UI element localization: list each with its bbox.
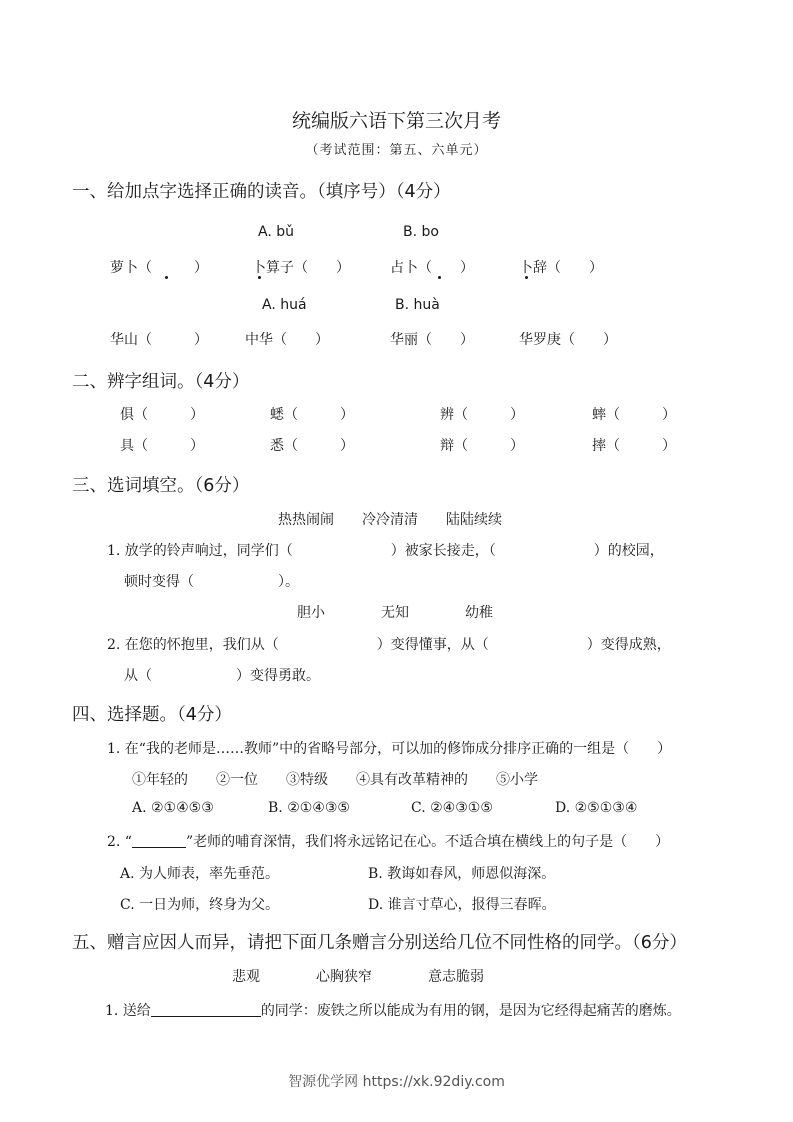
section3-heading: 三、选词填空。（6分） [72, 476, 250, 496]
answer-blank[interactable] [132, 833, 186, 848]
section3-word-bank-1: 热热闹闹 冷冷清清 陆陆续续 [278, 512, 502, 528]
section4-q2-option-a: A. 为人师表，率先垂范。 [120, 866, 280, 882]
section3-question-1-line2: 顿时变得（ ）。 [124, 574, 299, 590]
section1-item-luobo: 萝卜（ ） [110, 257, 208, 277]
section2-item: 辨（ ） [440, 407, 524, 423]
section1-item-zhonghua: 中华（ ） [245, 332, 329, 348]
section1-option-a2: A. huá [262, 297, 307, 313]
exam-title: 统编版六语下第三次月考 [291, 110, 501, 132]
section4-q2-option-d: D. 谁言寸草心，报得三春晖。 [368, 897, 556, 913]
section4-question-2: 2. “ ”老师的哺育深情，我们将永远铭记在心。不适合填在横线上的句子是（ ） [107, 834, 670, 850]
section5-word-bank: 悲观 心胸狭窄 意志脆弱 [232, 969, 484, 985]
section3-question-2-line1: 2. 在您的怀抱里，我们从（ ）变得懂事，从（ ）变得成熟， [107, 637, 671, 653]
page-footer: 智源优学网 https://xk.92diy.com [288, 1074, 505, 1090]
section4-q2-option-b: B. 教诲如春风，师恩似海深。 [368, 866, 556, 882]
emphasis-char: 卜 [252, 257, 266, 277]
section1-option-b1: B. bo [403, 224, 439, 240]
section4-q1-option-c: C. ②④③①⑤ [411, 800, 493, 816]
section2-item: 摔（ ） [592, 438, 676, 454]
answer-blank[interactable] [151, 1002, 261, 1017]
section4-q1-option-a: A. ②①④⑤③ [132, 800, 214, 816]
section5-question-1: 1. 送给 的同学：废铁之所以能成为有用的钢，是因为它经得起痛苦的磨炼。 [105, 1003, 681, 1019]
section1-item-bugu: 卜辞（ ） [519, 257, 603, 277]
section1-item-huashan: 华山（ ） [110, 332, 208, 348]
section3-word-bank-2: 胆小 无知 幼稚 [297, 605, 493, 621]
section2-item: 辩（ ） [440, 438, 524, 454]
section4-question-1: 1. 在“我的老师是……教师”中的省略号部分，可以加的修饰成分排序正确的一组是（ ） [107, 741, 672, 757]
section2-item: 具（ ） [120, 438, 204, 454]
section1-option-b2: B. huà [395, 297, 440, 313]
section2-item: 悉（ ） [270, 438, 354, 454]
section2-item: 蟋（ ） [270, 407, 354, 423]
section4-question-1-items: ①年轻的 ②一位 ③特级 ④具有改革精神的 ⑤小学 [132, 772, 538, 788]
section1-heading: 一、给加点字选择正确的读音。（填序号）（4分） [72, 182, 451, 202]
section2-item: 俱（ ） [120, 407, 204, 423]
section2-item: 蟀（ ） [592, 407, 676, 423]
section4-q1-option-d: D. ②⑤①③④ [555, 800, 638, 816]
section5-heading: 五、赠言应因人而异，请把下面几条赠言分别送给几位不同性格的同学。（6分） [72, 933, 687, 953]
section1-item-zhanbu: 占卜（ ） [390, 257, 474, 277]
section1-option-a1: A. bǔ [258, 224, 294, 240]
section3-question-1-line1: 1. 放学的铃声响过，同学们（ ）被家长接走，（ ）的校园， [107, 543, 664, 559]
section3-question-2-line2: 从（ ）变得勇敢。 [124, 668, 320, 684]
section4-q1-option-b: B. ②①④③⑤ [268, 800, 350, 816]
emphasis-char: 卜（ ） [404, 257, 474, 277]
section4-heading: 四、选择题。（4分） [72, 705, 232, 725]
emphasis-char: 卜（ ） [124, 257, 208, 277]
section1-item-busuanzi: 卜算子（ ） [252, 257, 350, 277]
section2-heading: 二、辨字组词。（4分） [72, 372, 250, 392]
section1-item-hualuogeng: 华罗庚（ ） [519, 332, 617, 348]
emphasis-char: 卜 [519, 257, 533, 277]
exam-subtitle: （考试范围：第五、六单元） [305, 143, 488, 158]
section1-item-huali: 华丽（ ） [390, 332, 474, 348]
section4-q2-option-c: C. 一日为师，终身为父。 [120, 897, 280, 913]
